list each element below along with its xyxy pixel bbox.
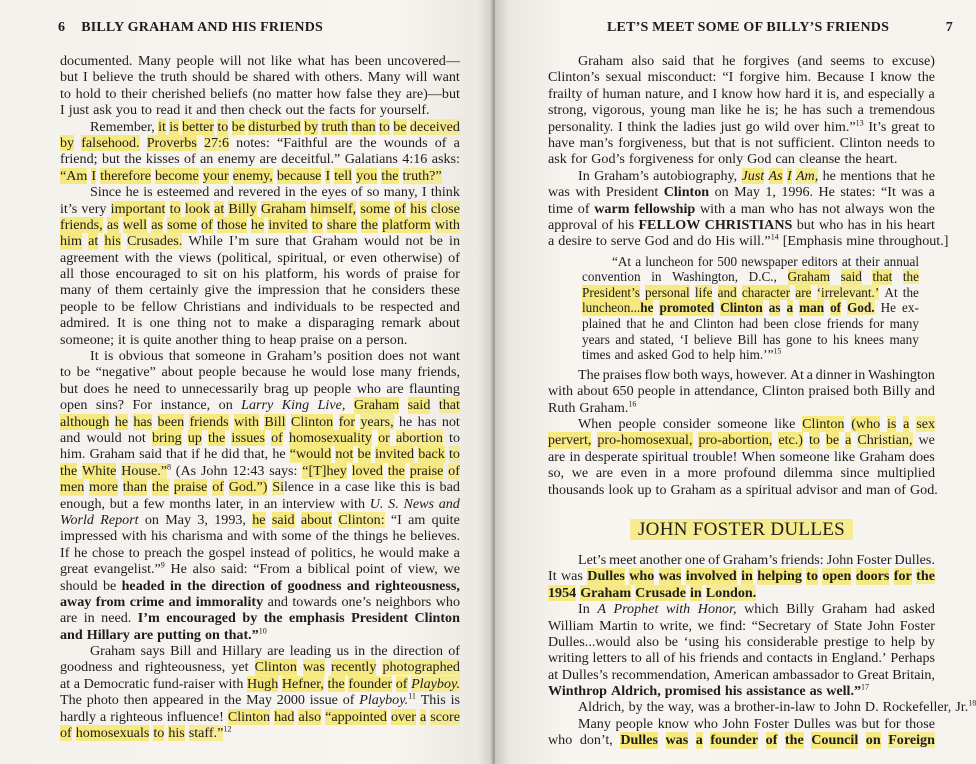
text-line: hardly a righteous influence! Clinton had also “appointed over a score: [60, 708, 460, 725]
text-line: pervert, pro-homosexual, pro-abortion, etc.) to be a Christian, we: [548, 432, 935, 449]
paragraph: [60, 643, 460, 741]
paragraph: [60, 184, 460, 348]
text-line: impressed with his charisma and with some of the things he believes.: [60, 528, 460, 545]
text-line: Many people know who John Foster Dulles was but for those: [578, 715, 935, 732]
text-line: thousands look up to Graham as a spiritual advisor and man of God.: [548, 481, 938, 498]
text-line: When people consider someone like Clinton (who is a sex: [578, 416, 935, 433]
paragraph: [60, 53, 460, 119]
text-line: it’s very important to look at Billy Graham himself, some of his close: [60, 200, 460, 217]
text-line: 1954 Graham Crusade in London.: [548, 584, 757, 601]
section-heading: [548, 518, 935, 542]
text-line: are in need. I’m encouraged by the emphasis President Clinton: [60, 610, 460, 627]
right-paragraphs-after: [548, 551, 976, 749]
text-line: Remember, it is better to be disturbed by truth than to be deceived: [90, 118, 460, 135]
text-line: President’s personal life and character are ‘irrelevant.’ At the: [582, 284, 919, 300]
text-line: and Hillary are putting on that.”$^{10}$: [60, 625, 267, 643]
text-line: open sins? For instance, on Larry King Live, Graham said that: [60, 397, 460, 414]
text-line: personality. I think the ladies just go wild over him.”$^{13}$ It’s great to: [548, 117, 935, 135]
text-line: approval of his FELLOW CHRISTIANS but who has in his heart: [548, 216, 935, 233]
right-running-header: [607, 20, 952, 36]
text-line: If he chose to preach the gospel instead of politics, he would make a: [60, 544, 460, 561]
text-line: The photo then appeared in the May 2000 issue of Playboy.$^{11}$ This is: [60, 691, 460, 709]
text-line: Aldrich, by the way, was a brother-in-law to John D. Rockefeller, Jr.$^{18}$: [578, 698, 976, 716]
text-line: time of warm fellowship with a man who has not always won the: [548, 200, 935, 217]
left-running-header: [58, 20, 478, 36]
text-line: to hold to their cherished beliefs (no matter how false they are)—but: [60, 85, 460, 102]
text-line: although he has been friends with Bill Clinton for years, he has not: [60, 413, 460, 430]
text-line: agreement with the views (political, spiritual, or even otherwise) of: [60, 249, 460, 266]
left-page-number: 6: [58, 20, 66, 35]
right-page: [495, 0, 976, 764]
text-line: “At a luncheon for 500 newspaper editors at their annual: [612, 253, 919, 269]
text-line: Ruth Graham.$^{16}$: [548, 398, 637, 416]
text-line: In A Prophet with Honor, which Billy Graham had asked: [578, 601, 935, 618]
text-line: him at his Crusades. While I’m sure that Graham would not be in: [60, 233, 460, 250]
left-header-title: BILLY GRAHAM AND HIS FRIENDS: [81, 20, 324, 35]
text-line: are in desperate spiritual trouble! When someone like Graham does: [548, 448, 935, 465]
text-line: have man’s forgiveness, but that is not sufficient. Clinton needs to: [548, 134, 935, 151]
text-line: a desire to serve God and do His will.”$^{14}$ [Emphasis mine throughout.]: [548, 232, 949, 250]
text-line: admired. It is one thing not to make a disparaging remark about: [60, 315, 460, 332]
right-header-title: LET’S MEET SOME OF BILLY’S FRIENDS: [607, 20, 890, 35]
text-line: Graham says Bill and Hillary are leading us in the direction of: [90, 643, 460, 660]
paragraph: [548, 416, 938, 498]
right-body-text: [548, 53, 976, 749]
text-line: Graham also said that he forgives (and seems to excuse): [578, 53, 935, 69]
paragraph: [548, 552, 935, 601]
text-line: frailty of human nature, and I know how hard it is, and especially a: [548, 85, 935, 102]
section-heading-text: JOHN FOSTER DULLES: [630, 519, 853, 540]
text-line: friend; but the kisses of an enemy are deceitful.” Galatians 4:16 asks:: [60, 151, 460, 168]
text-line: Clinton’s sexual misconduct: “I forgive him. Because I know the: [548, 69, 935, 86]
text-line: It is obvious that someone in Graham’s position does not want: [90, 348, 460, 365]
text-line: him. Graham said that if he did that, he “would not be invited back to: [60, 446, 460, 463]
text-line: but I believe the truth should be shared with others. Many will want: [60, 69, 460, 86]
text-line: at Dulles’s recommendation, American ambassador to Great Britain,: [548, 666, 935, 683]
paragraph: [548, 167, 949, 250]
paragraph: [548, 367, 935, 416]
text-line: times and asked God to help him.’”$^{15}$: [582, 346, 782, 363]
text-line: at a Democratic fund-raiser with Hugh Hefner, the founder of Playboy.: [60, 675, 460, 692]
text-line: The praises flow both ways, however. At a dinner in Washington: [578, 366, 935, 383]
text-line: people to be fellow Christians and individuals to be respected and: [60, 298, 460, 315]
text-line: Winthrop Aldrich, promised his assistance as well.”$^{17}$: [548, 682, 870, 700]
text-line: I just ask you to read it and then check out the facts for yourself.: [60, 102, 430, 119]
text-line: so, we are even in a more profound dilemma since multiplied: [548, 465, 935, 482]
text-line: who don’t, Dulles was a founder of the Council on Foreign: [548, 732, 935, 749]
text-line: should be headed in the direction of goodness and righteousness,: [60, 577, 460, 594]
paragraph: [60, 119, 460, 185]
paragraph: [548, 601, 935, 699]
text-line: to be “negative” about people because he would lose many friends,: [60, 364, 460, 381]
text-line: Dulles...would also be ‘using his considerable prestige to help by: [548, 633, 935, 650]
text-line: ask for God’s forgiveness for only God can cleanse the heart.: [548, 151, 898, 168]
text-line: and would not bring up the issues of homosexuality or abortion to: [60, 429, 460, 446]
text-line: “Am I therefore become your enemy, because I tell you the truth?”: [60, 167, 442, 184]
left-body-text: [60, 53, 460, 741]
paragraph: [548, 53, 935, 168]
text-line: by falsehood. Proverbs 27:6 notes: “Faithful are the wounds of a: [60, 134, 460, 151]
text-line: convention in Washington, D.C., Graham said that the: [582, 269, 919, 285]
text-line: friends, as well as some of those he invited to share the platform with: [60, 216, 460, 233]
text-line: away from crime and immorality and towards one’s neighbors who: [60, 593, 460, 610]
text-line: World Report on May 3, 1993, he said about Clinton: “I am quite: [60, 511, 460, 528]
text-line: men more than the praise of God.”) Silence in a case like this is bad: [60, 479, 460, 496]
text-line: Let’s meet another one of Graham’s friends: John Foster Dulles.: [578, 551, 935, 568]
paragraph: [548, 698, 976, 716]
text-line: great evangelist.”$^9$ He also said: “From a biblical point of view, we: [60, 560, 460, 578]
paragraph: [60, 348, 460, 643]
text-line: plained that he and Clinton had been close friends for many: [582, 316, 919, 332]
block-quote: [582, 254, 919, 363]
text-line: the White House.”$^8$ (As John 12:43 says: “[T]hey loved the praise of: [60, 462, 460, 479]
right-paragraphs-middle: [548, 366, 938, 498]
text-line: luncheon...he promoted Clinton as a man of God. He ex-: [582, 300, 919, 316]
text-line: all those encouraged to sit on his platform, his words of praise for: [60, 266, 460, 283]
text-line: with about 650 people in attendance, Clinton praised both Billy and: [548, 383, 935, 400]
text-line: of homosexuals to his staff.”$^{12}$: [60, 724, 232, 742]
text-line: goodness and righteousness, yet Clinton was recently photographed: [60, 659, 460, 676]
text-line: documented. Many people will not like what has been uncovered—: [60, 53, 460, 69]
right-page-number: 7: [945, 20, 953, 35]
text-line: many of them certainly give the impression that he considers these: [60, 282, 460, 299]
text-line: It was Dulles who was involved in helping to open doors for the: [548, 568, 935, 585]
text-line: but does he need to unnecessarily brag up people who are flaunting: [60, 380, 460, 397]
text-line: writing letters to all of his friends and contacts in England.’ Perhaps: [548, 650, 935, 667]
text-line: strong, vigorous, young man like he is; he has such a tremendous: [548, 102, 935, 119]
text-line: Since he is esteemed and revered in the eyes of so many, I think: [90, 184, 460, 201]
right-paragraphs-before: [548, 53, 949, 250]
text-line: was with President Clinton on May 1, 1996. He states: “It was a: [548, 184, 935, 201]
text-line: someone; it is quite another thing to heap praise on a person.: [60, 331, 408, 348]
text-line: enough, but a few months later, in an interview with U. S. News and: [60, 495, 460, 512]
text-line: In Graham’s autobiography, Just As I Am, he mentions that he: [578, 167, 935, 184]
text-line: William Martin to write, we find: “Secretary of State John Foster: [548, 617, 935, 634]
paragraph: [548, 716, 935, 749]
text-line: years and stated, ‘I believe Bill has gone to his knees many: [582, 331, 919, 347]
